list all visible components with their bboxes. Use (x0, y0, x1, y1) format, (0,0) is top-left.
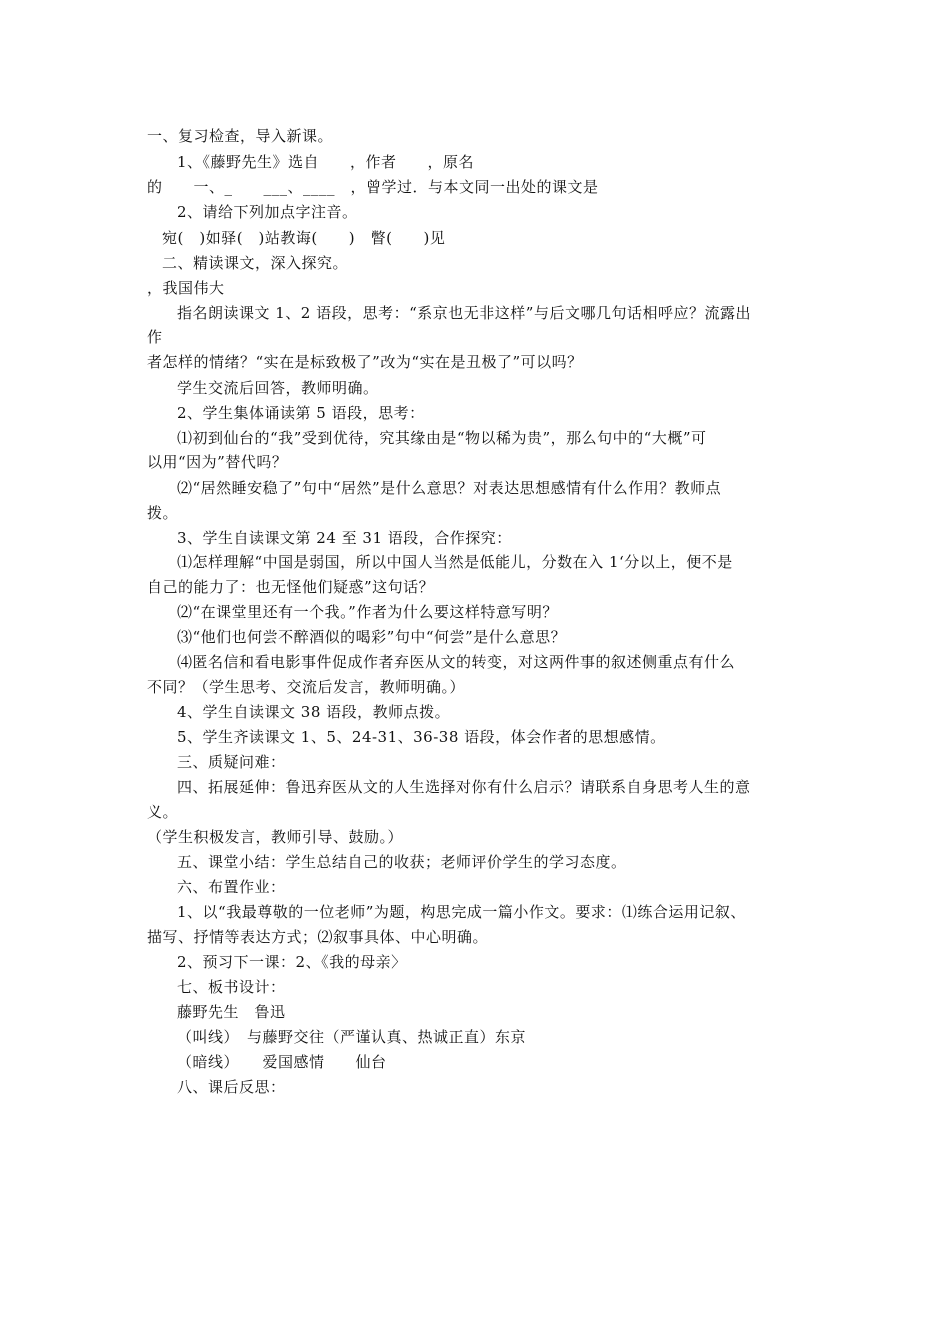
line-34: 2、预习下一课：2、《我的母亲〉 (177, 953, 407, 971)
line-25: 5、学生齐读课文 1、5、24-31、36-38 语段，体会作者的思想感情。 (177, 728, 666, 746)
line-14: 以用“因为”替代吗？ (147, 453, 288, 471)
line-6: 二、精读课文，深入探究。 (162, 254, 349, 272)
line-22: ⑷匿名信和看电影事件促成作者弃医从文的转变，对这两件事的叙述侧重点有什么 (177, 653, 736, 671)
line-5: 宛( )如驿( )站教诲( ) 瞥( )见 (162, 229, 446, 247)
line-13: ⑴初到仙台的“我”受到优待，究其缘由是“物以稀为贵”，那么句中的“大概”可 (177, 429, 707, 447)
line-10: 者怎样的情绪？“实在是标致极了”改为“实在是丑极了”可以吗？ (147, 353, 583, 371)
line-24: 4、学生自读课文 38 语段，教师点拨。 (177, 703, 451, 721)
line-20: ⑵“在课堂里还有一个我。”作者为什么要这样特意写明？ (177, 603, 558, 621)
line-31: 六、布置作业： (177, 878, 286, 896)
line-26: 三、质疑问难： (177, 753, 286, 771)
line-39: 八、课后反思： (177, 1078, 286, 1096)
line-38: （暗线） 爱国感情 仙台 (177, 1053, 387, 1071)
line-33: 描写、抒情等表达方式；⑵叙事具体、中心明确。 (147, 928, 489, 946)
line-12: 2、学生集体诵读第 5 语段，思考： (177, 404, 425, 422)
line-21: ⑶“他们也何尝不醉酒似的喝彩”句中“何尝”是什么意思？ (177, 628, 567, 646)
line-37: （叫线） 与藤野交往（严谨认真、热诚正直）东京 (177, 1028, 527, 1046)
line-15: ⑵“居然睡安稳了”句中“居然”是什么意思？对表达思想感情有什么作用？教师点 (177, 479, 722, 497)
line-16: 拨。 (147, 504, 179, 522)
line-9: 作 (147, 328, 163, 346)
line-3: 的 一、_ ___、____ ，曾学过．与本文同一出处的课文是 (147, 178, 599, 196)
line-17: 3、学生自读课文第 24 至 31 语段，合作探究： (177, 529, 512, 547)
line-35: 七、板书设计： (177, 978, 286, 996)
line-7: ，我国伟大 (147, 279, 225, 297)
line-27: 四、拓展延伸：鲁迅弃医从文的人生选择对你有什么启示？请联系自身思考人生的意 (177, 778, 751, 796)
line-18: ⑴怎样理解“中国是弱国，所以中国人当然是低能儿，分数在入 1‘分以上，便不是 (177, 553, 733, 571)
line-30: 五、课堂小结：学生总结自己的收获；老师评价学生的学习态度。 (177, 853, 627, 871)
line-19: 自己的能力了：也无怪他们疑惑”这句话？ (147, 578, 435, 596)
line-28: 义。 (147, 803, 179, 821)
line-32: 1、以“我最尊敬的一位老师”为题，构思完成一篇小作文。要求：⑴练合运用记叙、 (177, 903, 746, 921)
line-29: （学生积极发言，教师引导、鼓励。） (147, 828, 404, 846)
line-8: 指名朗读课文 1、2 语段，思考：“系京也无非这样”与后文哪几句话相呼应？流露出 (177, 304, 751, 322)
line-36: 藤野先生 鲁迅 (177, 1003, 286, 1021)
line-2: 1、《藤野先生》选自 ，作者 ，原名 (177, 153, 475, 171)
line-1: 一、复习检查，导入新课。 (147, 127, 334, 145)
line-11: 学生交流后回答，教师明确。 (177, 379, 379, 397)
line-23: 不同？（学生思考、交流后发言，教师明确。） (147, 678, 466, 696)
line-4: 2、请给下列加点字注音。 (177, 203, 358, 221)
